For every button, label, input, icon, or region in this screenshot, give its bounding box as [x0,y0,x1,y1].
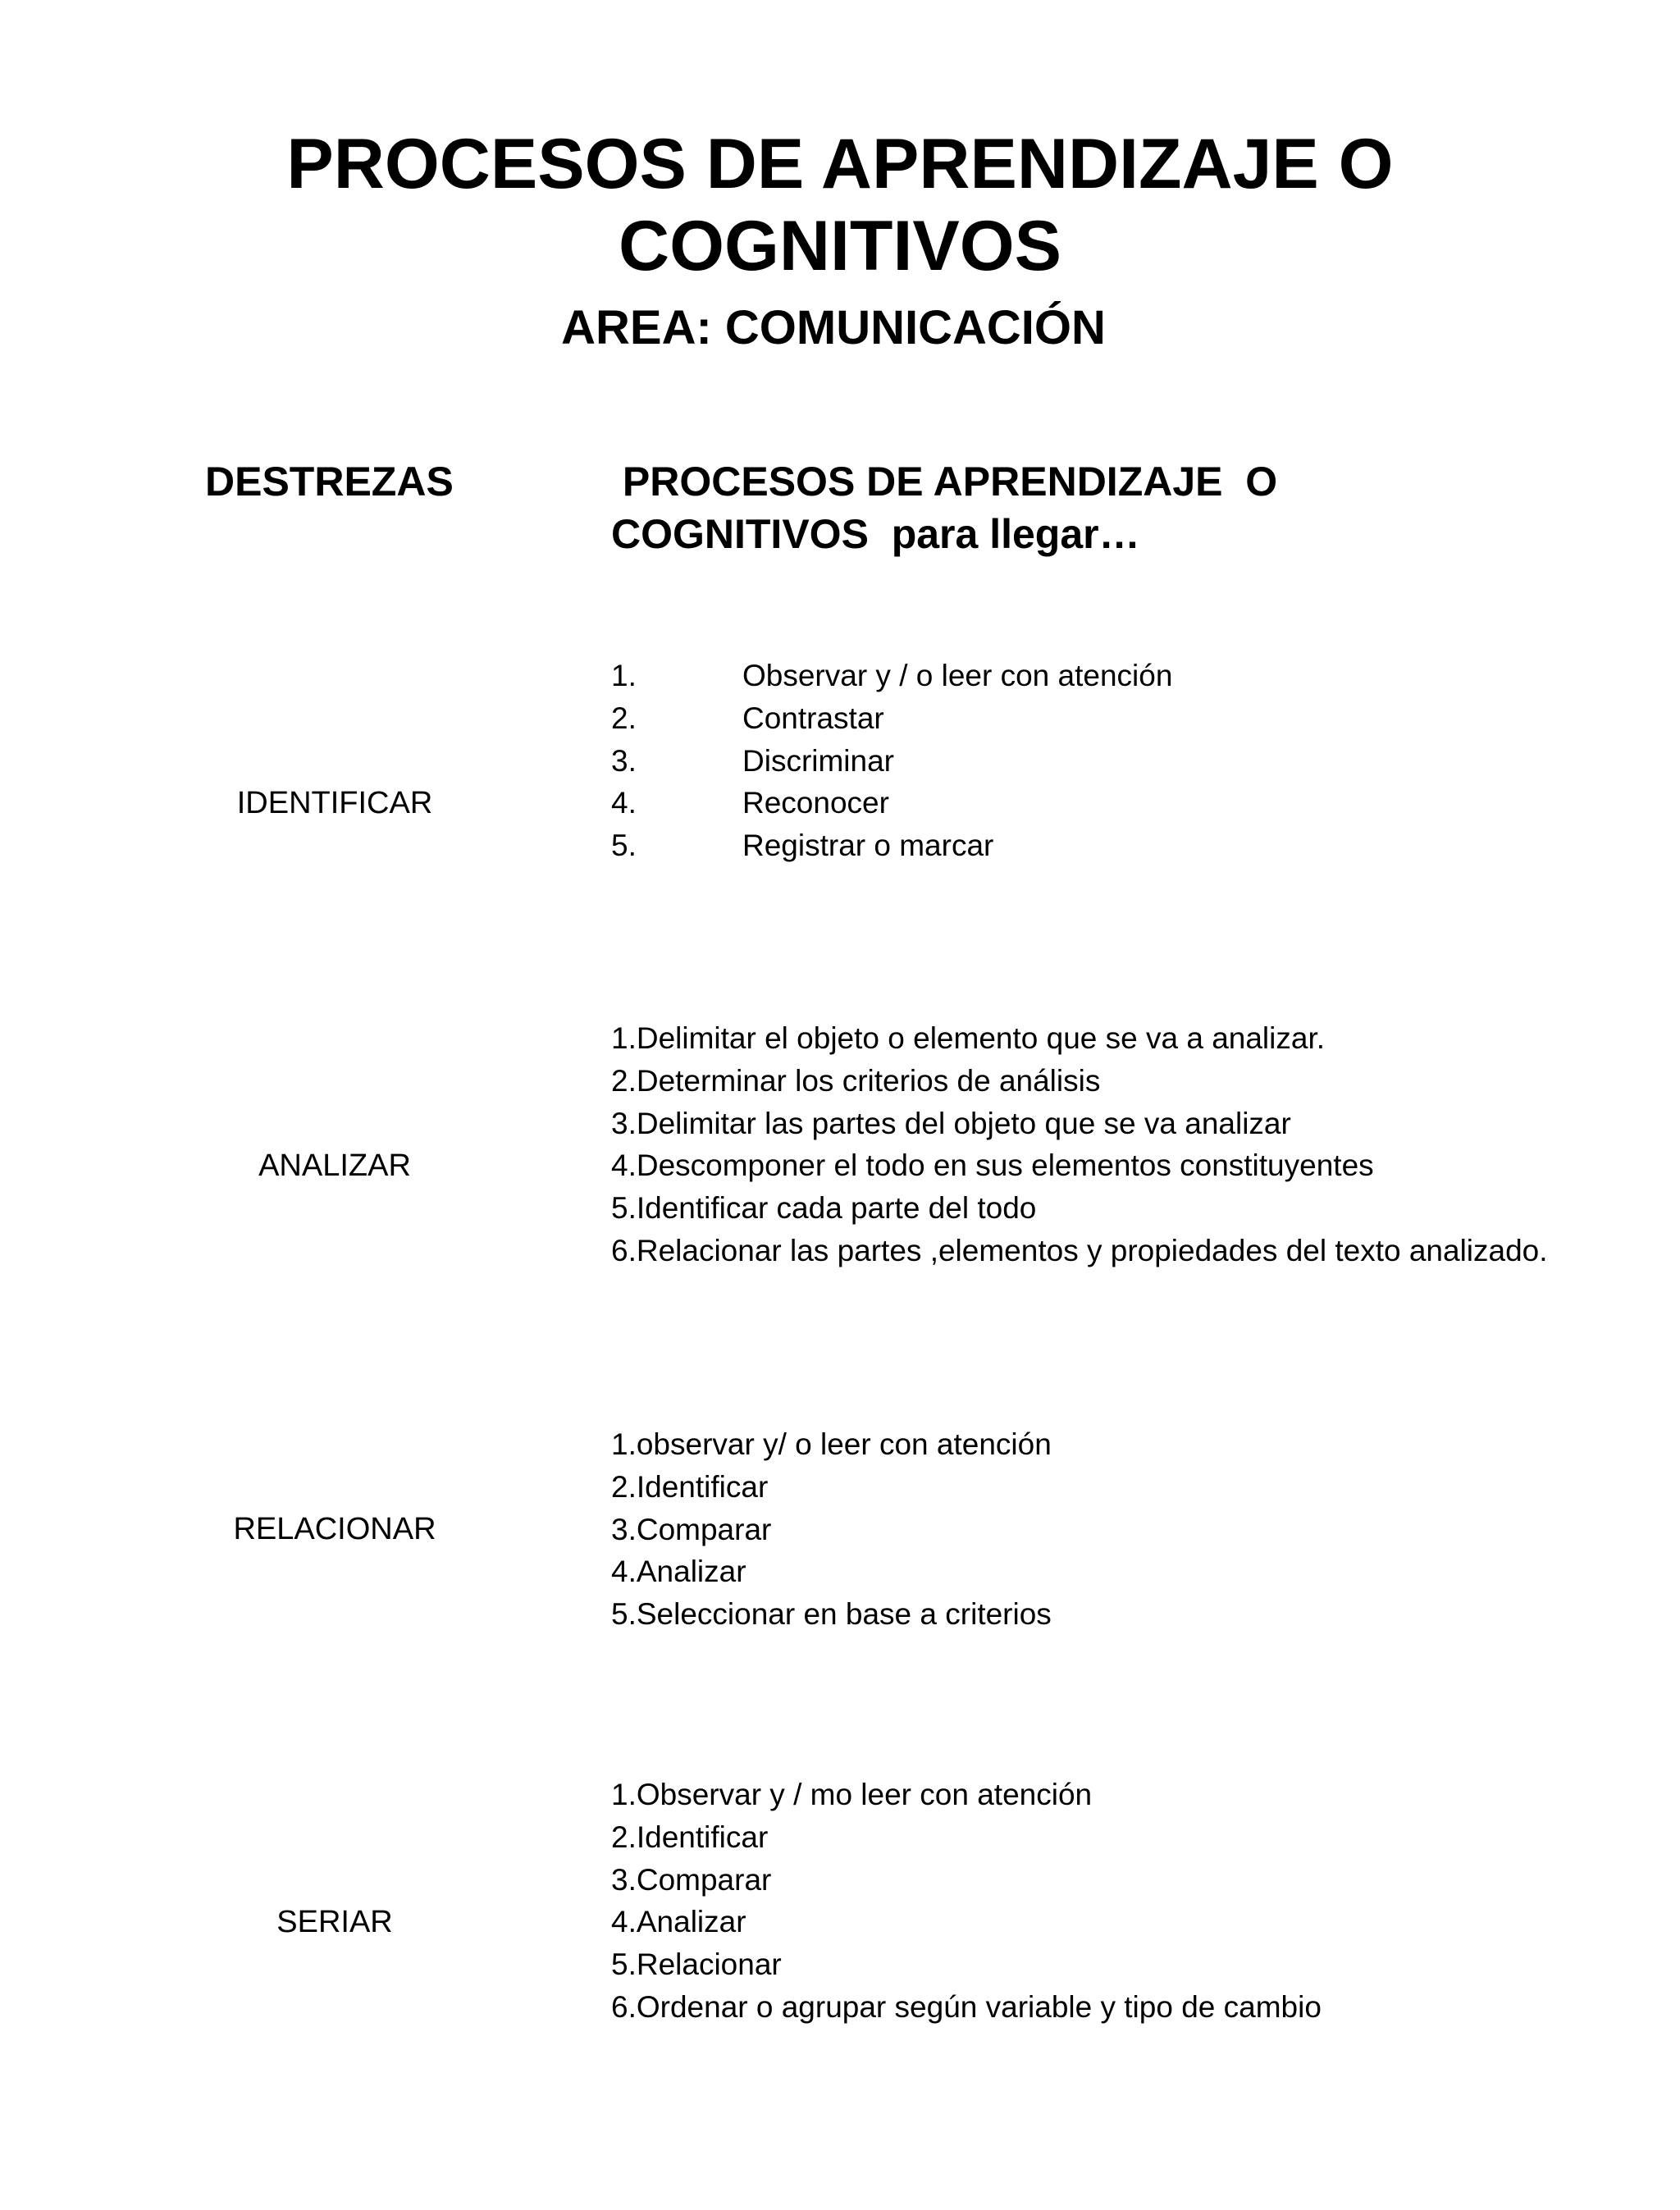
list-item: 5.Seleccionar en base a criterios [611,1597,1052,1632]
step-number: 4. [611,786,637,820]
list-item: 1.observar y/ o leer con atención [611,1427,1052,1461]
list-item: 4.Analizar [611,1905,746,1939]
list-item: 3.Comparar [611,1862,772,1897]
step-number: 2. [611,701,637,735]
list-item [611,655,1172,697]
list-item: 5.Relacionar [611,1947,782,1982]
title-line-2: COGNITIVOS [619,207,1061,285]
step-number: 5. [611,829,637,863]
list-item: 1.Observar y / mo leer con atención [611,1778,1093,1811]
list-item: 4.Analizar [611,1555,746,1589]
list-item: 2.Determinar los criterios de análisis [611,1063,1101,1098]
skill-analizar: ANALIZAR [258,1148,411,1183]
steps-relacionar [611,1423,1052,1636]
page-title [0,123,1680,287]
list-item: 6.Ordenar o agrupar según variable y tipo de cambio [611,1989,1322,2024]
steps-identificar [611,655,1172,867]
steps-seriar [611,1774,1322,2029]
list-item [611,782,1172,824]
list-item: 5.Identificar cada parte del todo [611,1191,1037,1226]
list-item: 3.Delimitar las partes del objeto que se va analizar [611,1106,1291,1140]
skill-relacionar: RELACIONAR [233,1512,436,1546]
step-text: Contrastar [742,701,884,735]
list-item: 2.Identificar [611,1820,769,1854]
header-procesos-line-2: COGNITIVOS para llegar… [611,511,1140,557]
header-procesos-line-1: PROCESOS DE APRENDIZAJE O [611,459,1278,505]
list-item [611,697,1172,740]
step-text: Discriminar [742,743,894,778]
header-procesos [611,455,1277,560]
list-item [611,740,1172,783]
steps-analizar [611,1017,1548,1272]
list-item: 1.Delimitar el objeto o elemento que se va a analizar. [611,1021,1326,1055]
title-line-1: PROCESOS DE APRENDIZAJE O [286,125,1394,203]
skill-seriar: SERIAR [276,1905,393,1939]
step-text: Registrar o marcar [742,829,994,863]
list-item [611,824,1172,867]
header-destrezas: DESTREZAS [205,459,454,505]
list-item: 2.Identificar [611,1469,769,1504]
step-text: Reconocer [742,786,889,820]
list-item: 3.Comparar [611,1512,772,1546]
step-text: Observar y / o leer con atención [742,659,1173,692]
list-item: 4.Descomponer el todo en sus elementos constituyentes [611,1148,1374,1183]
area-subtitle: AREA: COMUNICACIÓN [561,301,1106,354]
step-number: 3. [611,743,637,778]
skill-identificar: IDENTIFICAR [236,786,433,820]
step-number: 1. [611,659,637,692]
list-item: 6.Relacionar las partes ,elementos y propiedades del texto analizado. [611,1233,1548,1267]
